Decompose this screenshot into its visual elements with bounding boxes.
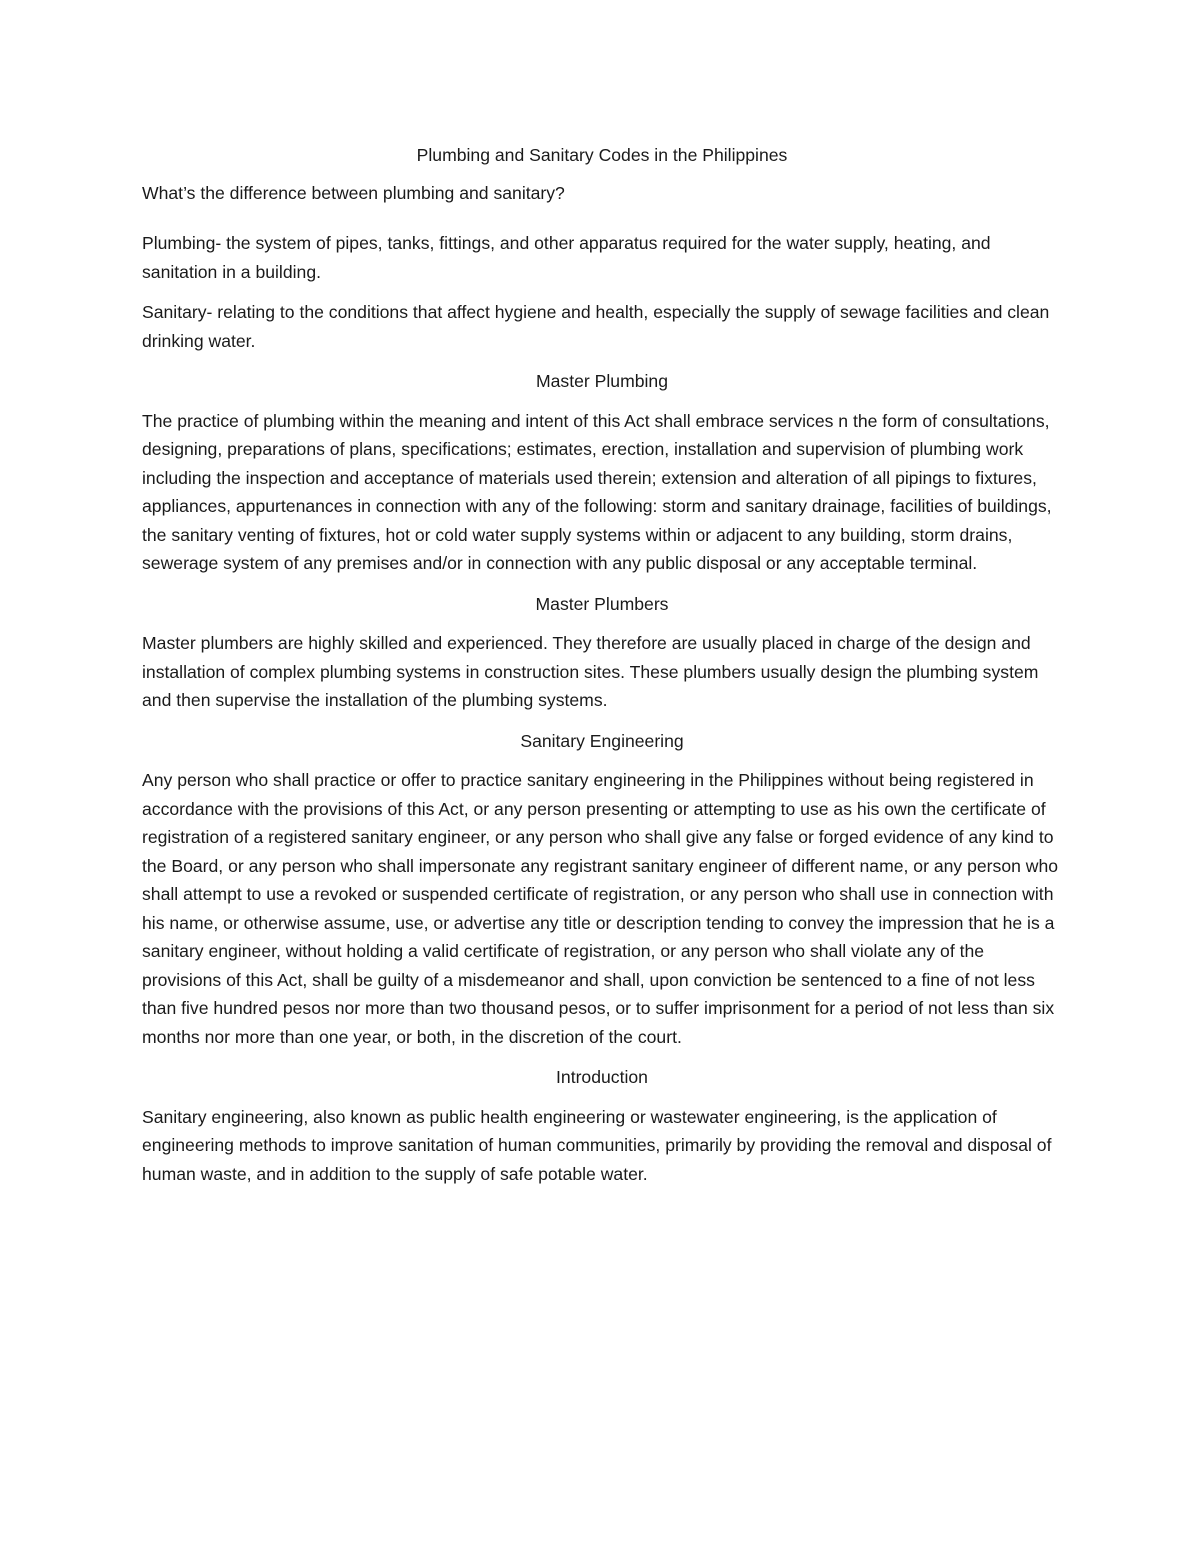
section-heading-sanitary-engineering: Sanitary Engineering [520, 730, 684, 751]
document-title: Plumbing and Sanitary Codes in the Philippines [416, 145, 788, 165]
plumbing-definition: Plumbing- the system of pipes, tanks, fittings, and other apparatus required for the water supply, heating, and sanitation in a building. [142, 233, 991, 282]
section-heading-introduction: Introduction [556, 1067, 648, 1087]
intro-question: What’s the difference between plumbing and sanitary? [142, 182, 565, 203]
section-body-master-plumbers: Master plumbers are highly skilled and experienced. They therefore are usually placed in charge of the design and installation of complex plumbing systems in construction sites. These plumbers usually design the plumbing system and then supervise the installation of the plumbing systems. [142, 633, 1039, 710]
section-body-master-plumbing: The practice of plumbing within the meaning and intent of this Act shall embrace services n the form of consultations, designing, preparations of plans, specifications; estimates, erection, installation and supervision of plumbing work including the inspection and acceptance of materials used therein; extension and alteration of all pipings to fixtures, appliances, appurtenances in connection with any of the following: storm and sanitary drainage, facilities of buildings, the sanitary venting of fixtures, hot or cold water supply systems within or adjacent to any building, storm drains, sewerage system of any premises and/or in connection with any public disposal or any acceptable terminal. [142, 410, 1052, 573]
sanitary-definition: Sanitary- relating to the conditions that affect hygiene and health, especially the supply of sewage facilities and clean drinking water. [142, 302, 1050, 351]
section-body-introduction: Sanitary engineering, also known as public health engineering or wastewater engineering, is the application of engineering methods to improve sanitation of human communities, primarily by providing the removal and disposal of human waste, and in addition to the supply of safe potable water. [142, 1106, 1052, 1184]
section-heading-master-plumbers: Master Plumbers [535, 593, 669, 614]
document-page [142, 141, 1062, 1200]
section-heading-master-plumbing: Master Plumbing [535, 371, 668, 391]
section-body-sanitary-engineering: Any person who shall practice or offer to practice sanitary engineering in the Philippines without being registered in accordance with the provisions of this Act, or any person presenting or attempting to use as his own the certificate of registration of a registered sanitary engineer, or any person who shall give any false or forged evidence of any kind to the Board, or any person who shall impersonate any registrant sanitary engineer of different name, or any person who shall attempt to use a revoked or suspended certificate of registration, or any person who shall use in connection with his name, or otherwise assume, use, or advertise any title or description tending to convey the impression that he is a sanitary engineer, without holding a valid certificate of registration, or any person who shall violate any of the provisions of this Act, shall be guilty of a misdemeanor and shall, upon conviction be sentenced to a fine of not less than five hundred pesos nor more than two thousand pesos, or to suffer imprisonment for a period of not less than six months nor more than one year, or both, in the discretion of the court. [142, 770, 1059, 1047]
